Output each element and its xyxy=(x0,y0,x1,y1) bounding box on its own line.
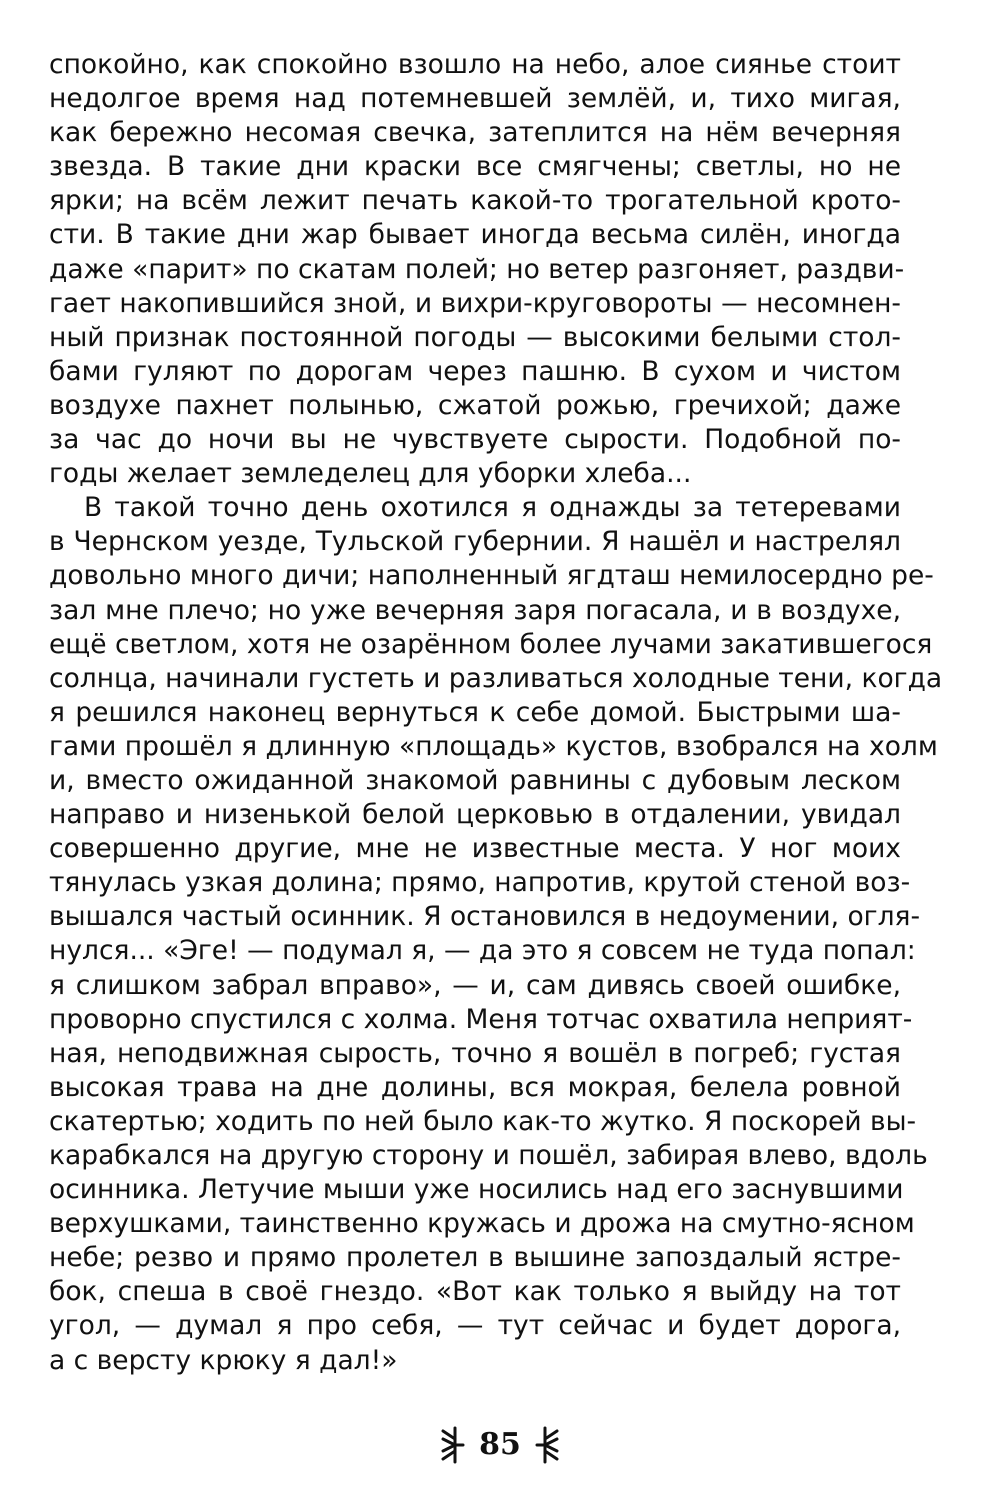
text-line: проворно спустился с холма. Меня тотчас охватила неприят- xyxy=(49,1003,913,1035)
text-line: я слишком забрал вправо», — и, сам дивясь своей ошибке, xyxy=(49,969,901,1001)
text-line: и, вместо ожиданной знакомой равнины с дубовым леском xyxy=(49,764,901,796)
text-line: верхушками, таинственно кружась и дрожа на смутно-ясном xyxy=(49,1208,915,1240)
text-line: сти. В такие дни жар бывает иногда весьма силён, иногда xyxy=(49,219,901,251)
text-line: ярки; на всём лежит печать какой-то трогательной крото- xyxy=(49,185,901,217)
text-line: а с версту крюку я дал!» xyxy=(49,1344,398,1376)
text-line: довольно много дичи; наполненный ягдташ немилосердно ре- xyxy=(49,560,934,592)
text-line: годы желает земледелец для уборки хлеба... xyxy=(49,458,692,490)
text-line: как бережно несомая свечка, затеплится на нём вечерняя xyxy=(49,117,901,149)
text-line: угол, — думал я про себя, — тут сейчас и будет дорога, xyxy=(49,1310,901,1342)
text-line: тянулась узкая долина; прямо, напротив, крутой стеной воз- xyxy=(49,867,911,899)
paragraph-1 xyxy=(49,48,905,491)
text-line: вышался частый осинник. Я остановился в недоумении, огля- xyxy=(49,901,921,933)
text-line: в Чернском уезде, Тульской губернии. Я нашёл и настрелял xyxy=(49,526,901,558)
text-line: воздухе пахнет полынью, сжатой рожью, гречихой; даже xyxy=(49,389,901,421)
text-line: солнца, начинали густеть и разливаться холодные тени, когда xyxy=(49,662,943,694)
text-line: зал мне плечо; но уже вечерняя заря погасала, и в воздухе, xyxy=(49,594,901,626)
text-line: недолгое время над потемневшей землёй, и, тихо мигая, xyxy=(49,83,901,115)
text-line: ная, неподвижная сырость, точно я вошёл в погреб; густая xyxy=(49,1037,901,1069)
text-line: я решился наконец вернуться к себе домой. Быстрыми ша- xyxy=(49,696,901,728)
text-line: гами прошёл я длинную «площадь» кустов, взобрался на холм xyxy=(49,730,938,762)
left-ornament-icon xyxy=(439,1425,465,1465)
text-line: В такой точно день охотился я однажды за тетеревами xyxy=(84,492,901,524)
text-line: бами гуляют по дорогам через пашню. В сухом и чистом xyxy=(49,355,901,387)
text-line: ный признак постоянной погоды — высокими белыми стол- xyxy=(49,321,901,353)
text-line: звезда. В такие дни краски все смягчены; светлы, но не xyxy=(49,151,901,183)
body-text xyxy=(49,48,943,1378)
text-line: осинника. Летучие мыши уже носились над его заснувшими xyxy=(49,1174,904,1206)
text-line: бок, спеша в своё гнездо. «Вот как только я выйду на тот xyxy=(49,1276,901,1308)
text-line: за час до ночи вы не чувствуете сырости. Подобной по- xyxy=(49,424,901,456)
text-line: небе; резво и прямо пролетел в вышине запоздалый ястре- xyxy=(49,1242,901,1274)
page-footer xyxy=(0,1420,1000,1470)
paragraph-2 xyxy=(49,491,943,1377)
text-line: направо и низенькой белой церковью в отдалении, увидал xyxy=(49,799,901,831)
right-ornament-icon xyxy=(535,1425,561,1465)
text-line: высокая трава на дне долины, вся мокрая, белела ровной xyxy=(49,1071,901,1103)
text-line: гает накопившийся зной, и вихри-круговороты — несомнен- xyxy=(49,287,901,319)
text-line: нулся... «Эге! — подумал я, — да это я совсем не туда попал: xyxy=(49,935,916,967)
text-line: спокойно, как спокойно взошло на небо, алое сиянье стоит xyxy=(49,49,901,80)
text-line: ещё светлом, хотя не озарённом более лучами закатившегося xyxy=(49,628,933,660)
text-line: скатертью; ходить по ней было как-то жутко. Я поскорей вы- xyxy=(49,1105,917,1137)
text-line: совершенно другие, мне не известные места. У ног моих xyxy=(49,833,901,865)
text-line: карабкался на другую сторону и пошёл, забирая влево, вдоль xyxy=(49,1140,928,1171)
page-number: 85 xyxy=(479,1427,521,1462)
text-line: даже «парит» по скатам полей; но ветер разгоняет, раздви- xyxy=(49,253,905,285)
